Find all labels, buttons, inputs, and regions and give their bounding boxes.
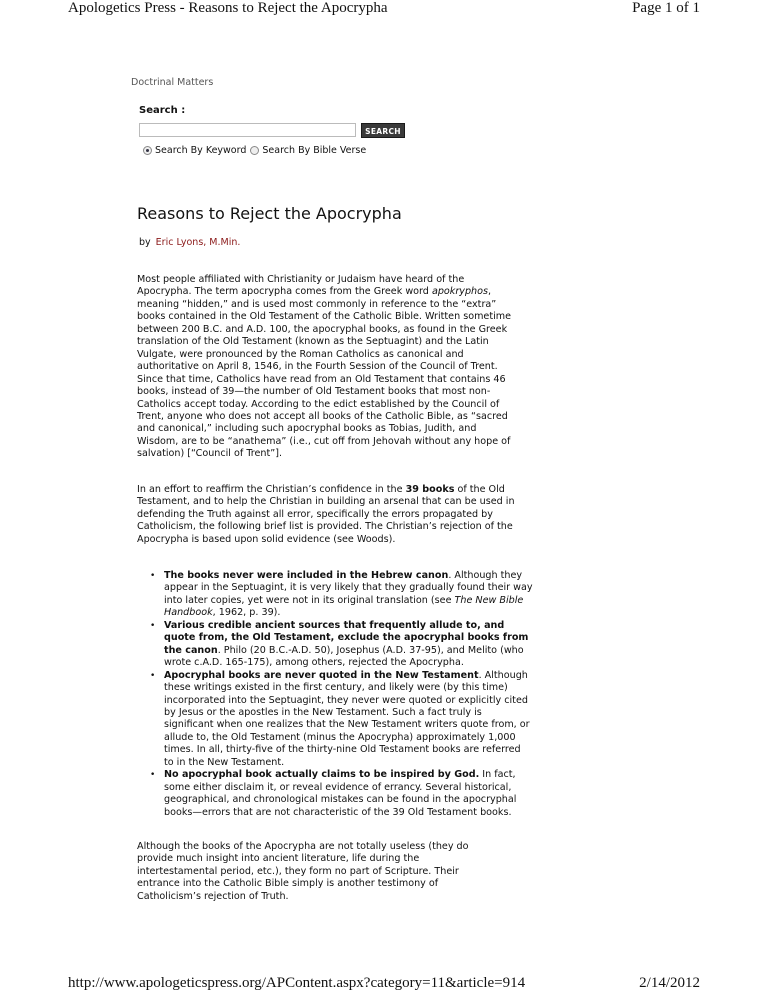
print-header-page: Page 1 of 1 [632,0,700,16]
radio-keyword[interactable] [143,146,152,155]
bullet-heading: No apocryphal book actually claims to be inspired by God. [164,769,480,781]
search-label: Search : [139,105,186,116]
search-button[interactable]: SEARCH [361,123,405,138]
p2-text-b: of the Old Testament, and to help the Christian in building an arsenal that can be used in defending the Truth against all error, specifically the errors propagated by Catholicism, the following brief list is provided. The Christian’s rejection of the Apocrypha is based upon solid evidence (see Woods). [137,484,515,545]
p1-text-b: , meaning “hidden,” and is used most commonly in reference to the “extra” books contained in the Old Testament of the Catholic Bible. Written sometime between 200 B.C. and A.D. 100, the apocryphal books, as found in the Greek translation of the Old Testament (known as the Septuagint) and the Latin Vulgate, were pronounced by the Roman Catholics as canonical and authoritative on April 8, 1546, in the Fourth Session of the Council of Trent. Since that time, Catholics have read from an Old Testament that contains 46 books, instead of 39—the number of Old Testament books that most non-Catholics accept today. According to the edict established by the Council of Trent, anyone who does not accept all books of the Catholic Bible, as “sacred and canonical,” including such apocryphal books as Tobias, Judith, and Wisdom, are to be “anathema” (i.e., cut off from Jehovah without any hope of salvation) [“Council of Trent”]. [137,286,511,460]
bullet-text: In fact, some either disclaim it, or reveal evidence of errancy. Several historical, geographical, and chronological mistakes can be found in the apocryphal books—errors that are not characteristic of the 39 Old Testament books. [164,769,517,818]
p1-italic: apokryphos [431,286,489,298]
radio-bible-verse-label[interactable]: Search By Bible Verse [262,145,367,156]
bullet-text: . Although these writings existed in the first century, and likely were (by this time) incorporated into the Septuagint, they never were quoted or explicitly cited by Jesus or the apostles in the New Testament. Such a fact truly is significant when one realizes that the New Testament writers quote from, or allude to, the Old Testament (minus the Apocrypha) approximately 1,000 times. In all, thirty-five of the thirty-nine Old Testament books are referred to in the New Testament. [164,669,530,768]
paragraph-intro [137,274,517,461]
author-link[interactable]: Eric Lyons, M.Min. [155,237,241,248]
reasons-list [150,570,533,819]
bullet-heading: The books never were included in the Hebrew canon [164,570,449,581]
breadcrumb[interactable]: Doctrinal Matters [131,77,214,88]
bullet-italic: The New Bible Handbook [164,594,524,619]
print-header-title: Apologetics Press - Reasons to Reject the Apocrypha [68,0,388,16]
search-options [143,145,366,156]
print-footer-date: 2/14/2012 [639,975,700,991]
bullet-heading: Various credible ancient sources that frequently allude to, and quote from, the Old Testament, exclude the apocryphal books from the canon [164,619,529,656]
byline-by: by [139,237,151,248]
list-item [150,769,533,819]
radio-keyword-label[interactable]: Search By Keyword [155,145,247,156]
bullet-text: . Although they appear in the Septuagint, it is very likely that they gradually found their way into later copies, yet were not in its original translation (see [164,570,533,606]
list-item [150,620,533,670]
p2-text-a: In an effort to reaffirm the Christian’s confidence in the [137,484,406,495]
paragraph-purpose [137,484,517,546]
list-item [150,670,533,770]
paragraph-conclusion: Although the books of the Apocrypha are not totally useless (they do provide much insight into ancient literature, life during the intertestamental period, etc.), they form no part of Scripture. Their entrance into the Catholic Bible simply is another testimony of Catholicism’s rejection of Truth. [137,841,469,902]
article-title: Reasons to Reject the Apocrypha [137,204,402,223]
bullet-text: . Philo (20 B.C.-A.D. 50), Josephus (A.D. 37-95), and Melito (who wrote c.A.D. 165-175), among others, rejected the Apocrypha. [164,644,524,669]
list-item [150,570,533,620]
search-input[interactable] [139,123,356,137]
byline [139,237,240,248]
bullet-text-end: , 1962, p. 39). [212,607,281,619]
bullet-heading: Apocryphal books are never quoted in the New Testament [164,669,479,681]
p2-bold: 39 books [405,484,455,495]
radio-bible-verse[interactable] [250,146,259,155]
p1-text-a: Most people affiliated with Christianity or Judaism have heard of the Apocrypha. The term apocrypha comes from the Greek word [137,274,465,298]
print-footer-url: http://www.apologeticspress.org/APContent.aspx?category=11&article=914 [68,975,526,991]
